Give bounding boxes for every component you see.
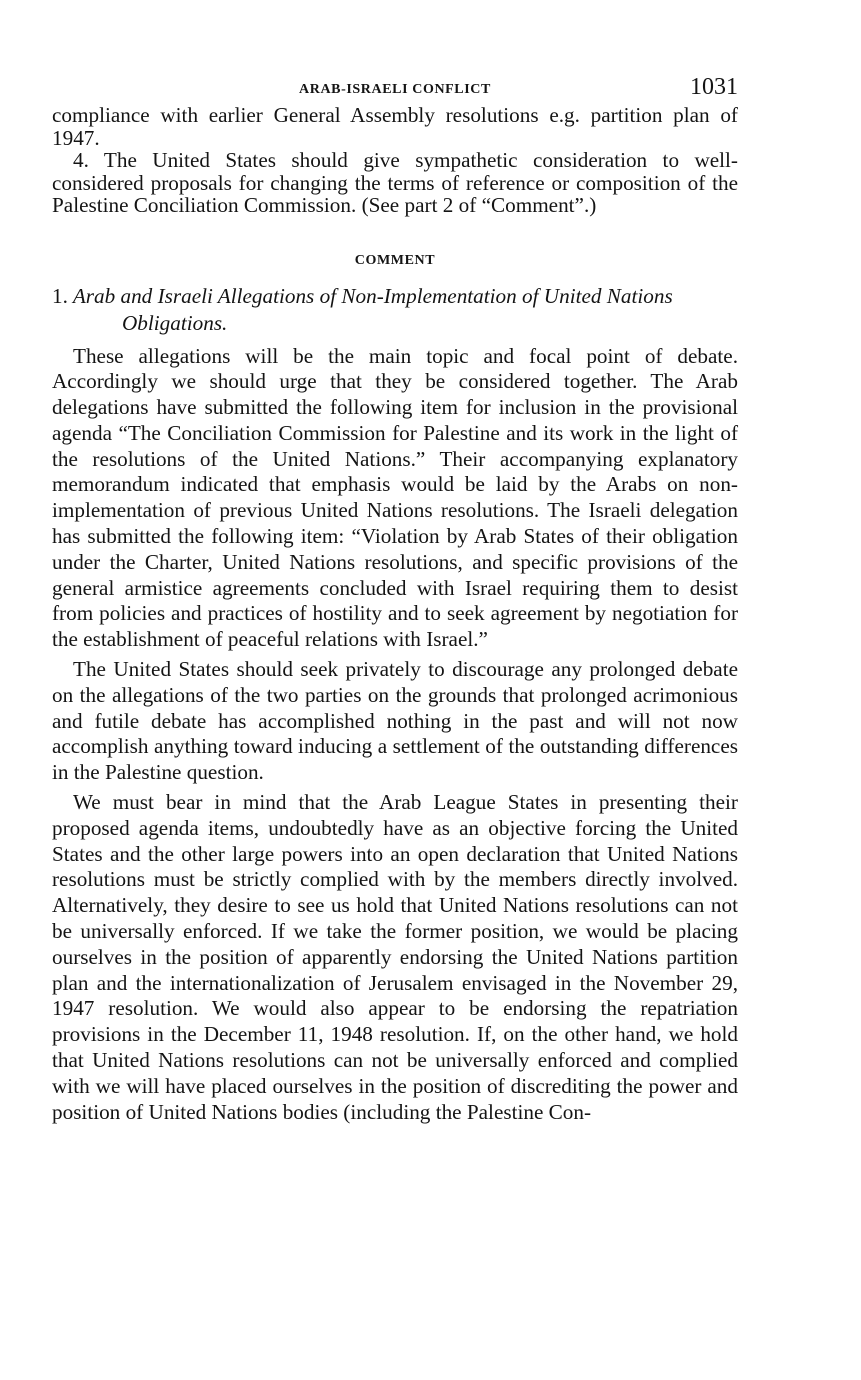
continued-paragraph: compliance with earlier General Assembly resolutions e.g. partition plan of 1947. xyxy=(52,103,738,150)
document-page xyxy=(52,74,738,1125)
comment-paragraph-2: The United States should seek privately to discourage any prolonged debate on the allegations of the two parties on the grounds that prolonged acrimonious and futile debate has accomplished nothing in the past and will not now accomplish anything toward inducing a settlement of the outstanding differences in the Palestine question. xyxy=(52,657,738,785)
page-number: 1031 xyxy=(690,74,738,100)
comment-paragraph-3: We must bear in mind that the Arab League States in presenting their proposed agenda items, undoubtedly have as an objective forcing the United States and the other large powers into an open declaration that United Nations resolutions must be strictly complied with by the members directly involved. Alternatively, they desire to see us hold that United Nations resolutions can not be universally enforced. If we take the former position, we would be placing ourselves in the position of apparently endorsing the United Nations partition plan and the internationalization of Jerusalem envisaged in the November 29, 1947 resolution. We would also appear to be endorsing the repatriation provisions in the December 11, 1948 resolution. If, on the other hand, we hold that United Nations resolutions can not be universally enforced and complied with we will have placed ourselves in the position of discrediting the power and position of United Nations bodies (including the Palestine Con- xyxy=(52,790,738,1124)
subsection-heading xyxy=(52,283,738,338)
running-title: ARAB-ISRAELI CONFLICT xyxy=(299,82,491,97)
comment-paragraph-1: These allegations will be the main topic and focal point of debate. Accordingly we should urge that they be considered together. The Arab delegations have submitted the following item for inclusion in the provisional agenda “The Conciliation Commission for Palestine and its work in the light of the resolutions of the United Nations.” Their accompanying explanatory memorandum indicated that emphasis would be laid by the Arabs on non-implementation of previous United Nations resolutions. The Israeli delegation has submitted the following item: “Violation by Arab States of their obligation under the Charter, United Nations resolutions, and specific provisions of the general armistice agreements concluded with Israel requiring them to desist from policies and practices of hostility and to seek agreement by negotiation for the establishment of peaceful relations with Israel.” xyxy=(52,343,738,652)
comment-heading: COMMENT xyxy=(354,252,436,268)
running-header xyxy=(52,74,738,104)
recommendation-4-paragraph: 4. The United States should give sympathetic consideration to well-considered proposals for changing the terms of reference or composition of the Palestine Conciliation Commission. (See part 2 of “Comment”.) xyxy=(52,148,738,217)
subsection-title: Arab and Israeli Allegations of Non-Implementation of United Nations Obligations. xyxy=(72,283,673,335)
subsection-number: 1. xyxy=(52,283,68,308)
